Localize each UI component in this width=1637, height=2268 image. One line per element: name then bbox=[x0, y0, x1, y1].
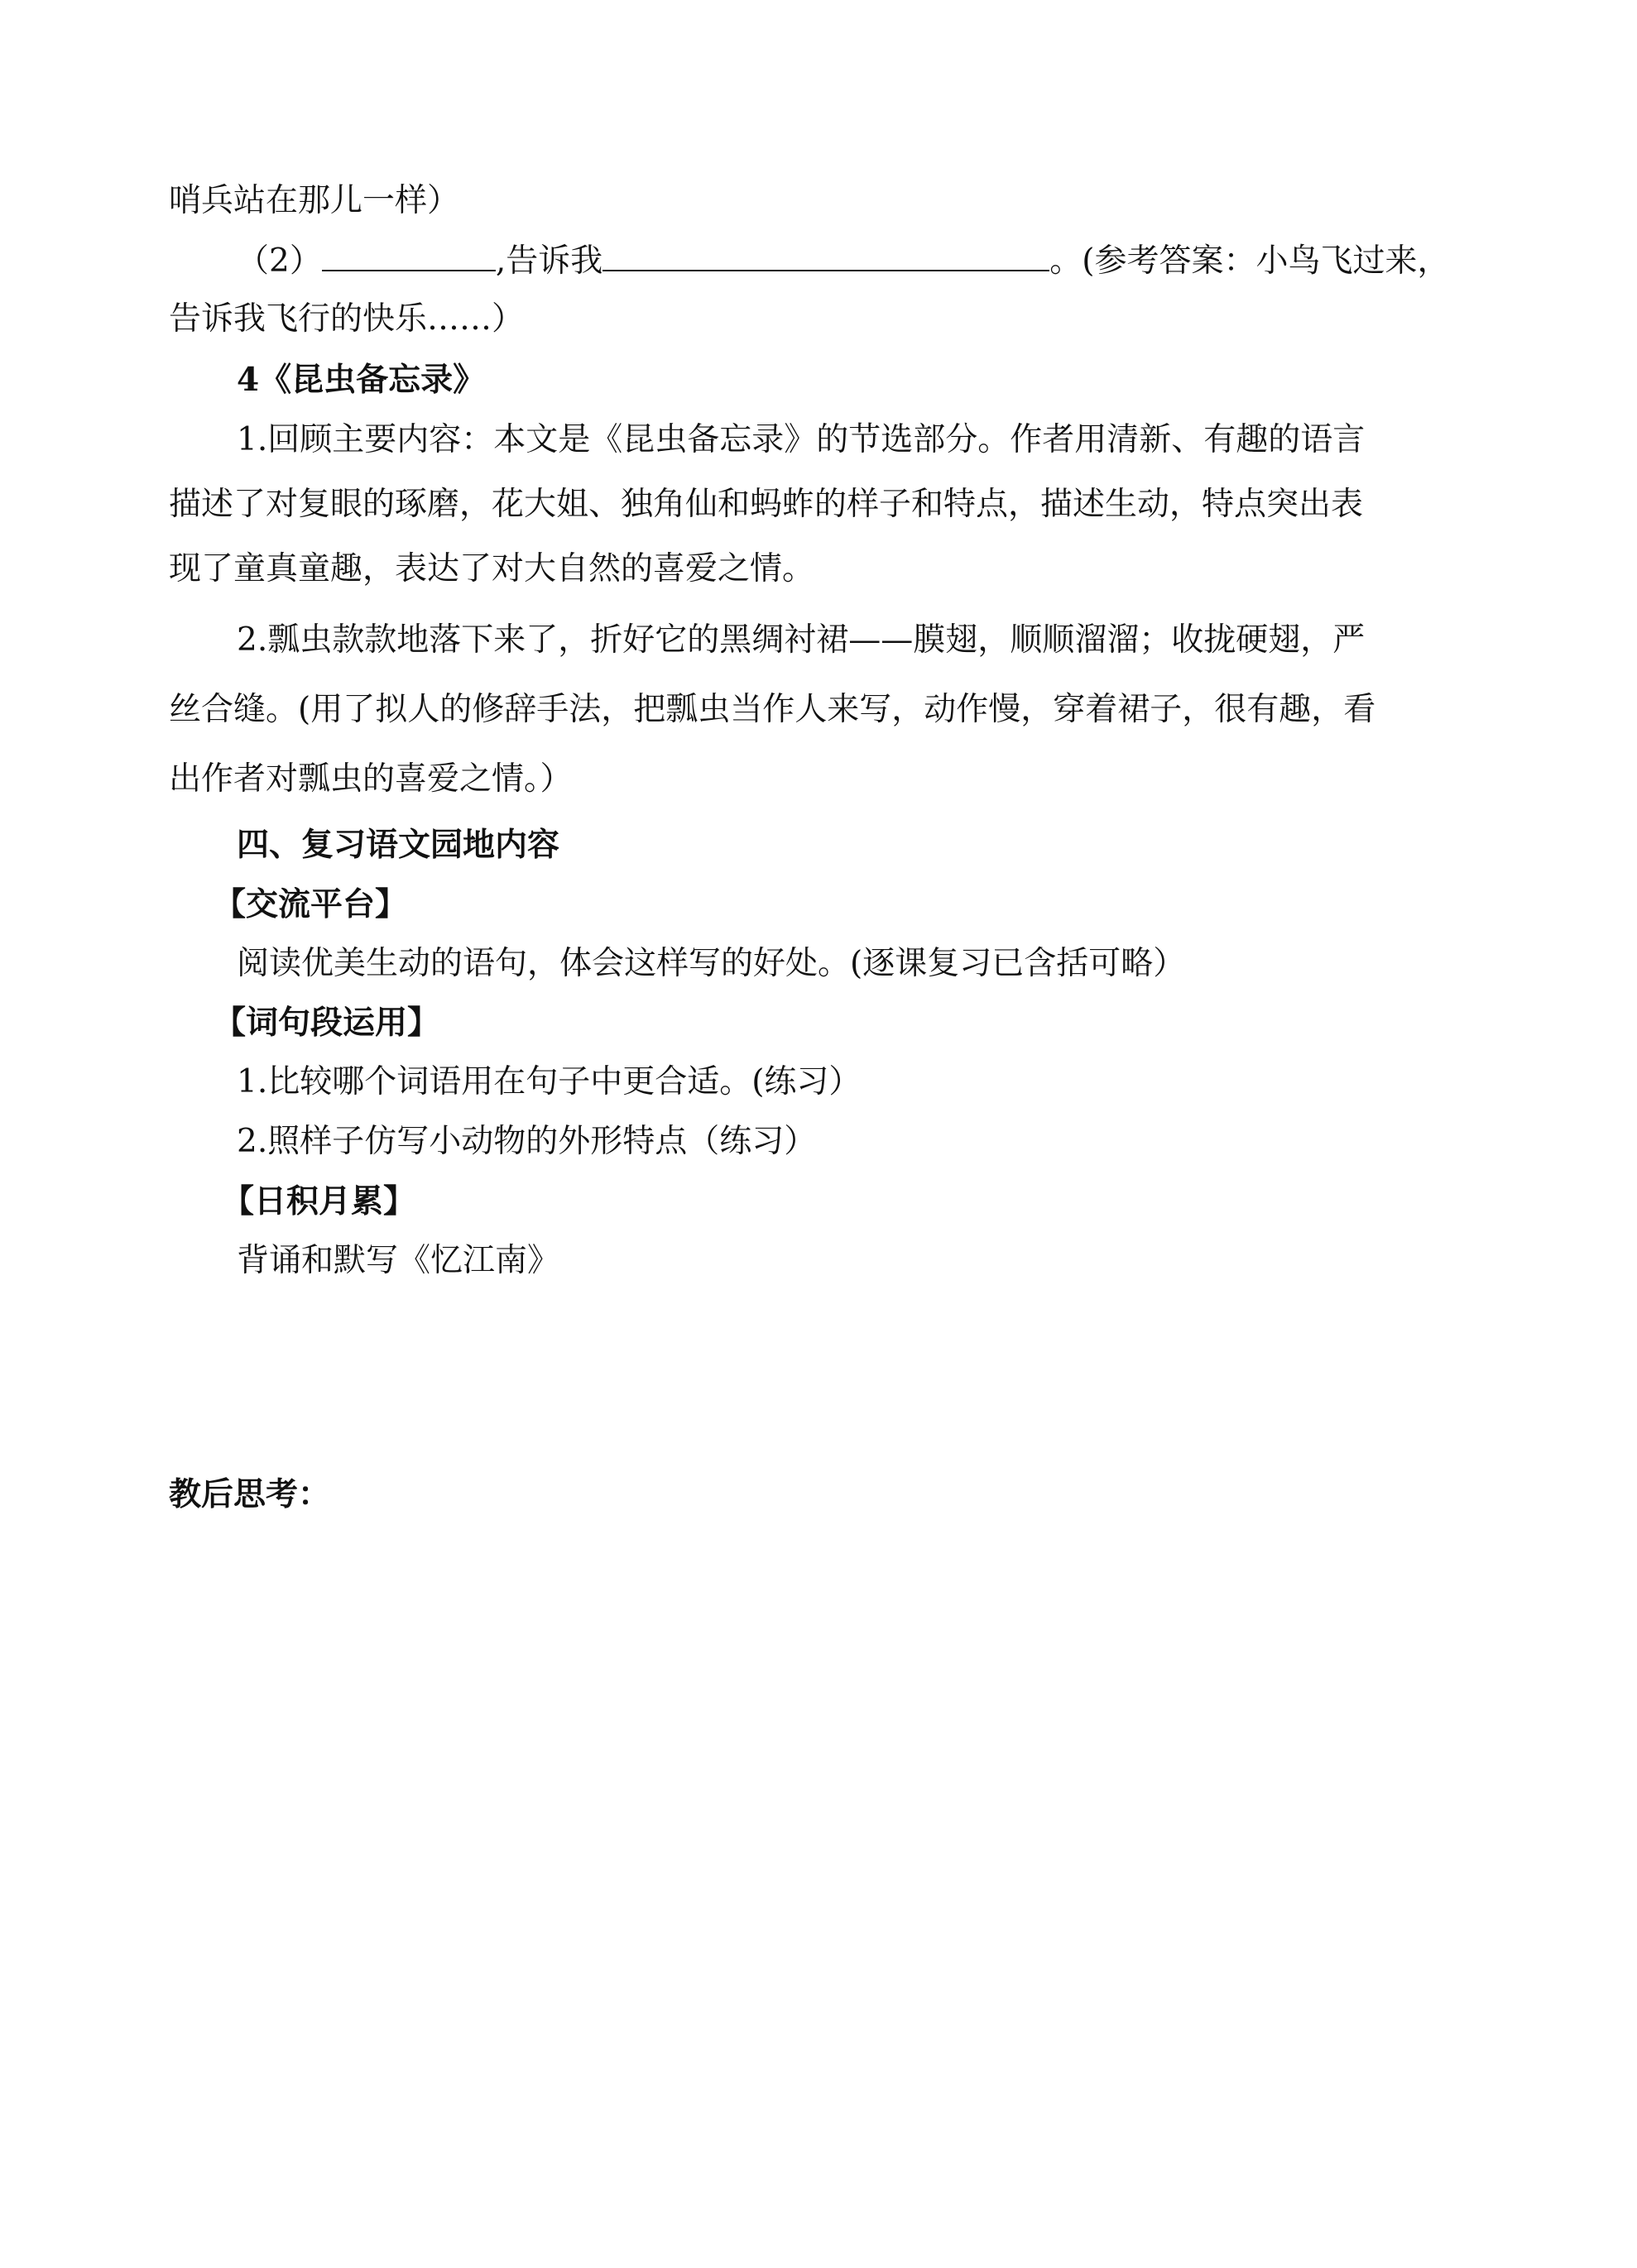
lesson-4-p2-line-2: 丝合缝。(用了拟人的修辞手法，把瓢虫当作人来写，动作慢，穿着裙子，很有趣，看 bbox=[169, 691, 1376, 728]
words-usage-item-2: 2.照样子仿写小动物的外形特点（练习） bbox=[237, 1123, 817, 1160]
words-usage-item-1: 1.比较哪个词语用在句子中更合适。(练习） bbox=[237, 1063, 862, 1100]
question-2-continuation: 告诉我飞行的快乐……） bbox=[169, 300, 525, 338]
lesson-4-p1-line-2: 描述了对复眼的琢磨，花大姐、独角仙和蚂蚱的样子和特点，描述生动，特点突出表 bbox=[169, 486, 1364, 523]
words-usage-heading: 【词句段运用】 bbox=[214, 1004, 440, 1042]
lesson-4-p2-line-1: 2.瓢虫款款地落下来了，折好它的黑绸衬裙——膜翅，顺顺溜溜；收拢硬翅，严 bbox=[237, 621, 1366, 659]
answer-blank-1[interactable] bbox=[322, 242, 496, 271]
lesson-4-title: 4《昆虫备忘录》 bbox=[237, 361, 486, 399]
continuation-line: 哨兵站在那儿一样） bbox=[169, 182, 460, 219]
exchange-platform-heading: 【交流平台】 bbox=[214, 885, 408, 923]
q2-after: 。(参考答案：小鸟飞过来， bbox=[1049, 242, 1450, 280]
question-2-line bbox=[237, 242, 1449, 281]
section-4-title: 四、复习语文园地内容 bbox=[237, 826, 560, 864]
lesson-4-p1-line-1: 1.回顾主要内容：本文是《昆虫备忘录》的节选部分。作者用清新、有趣的语言 bbox=[237, 421, 1366, 458]
teaching-reflection-label: 教后思考： bbox=[169, 1475, 331, 1513]
lesson-4-p2-line-3: 出作者对瓢虫的喜爱之情。） bbox=[169, 760, 573, 798]
q2-mid: ,告诉我 bbox=[495, 242, 603, 280]
daily-accumulation-heading: 【日积月累】 bbox=[222, 1182, 416, 1220]
q2-prefix: （2） bbox=[237, 242, 322, 280]
exchange-platform-text: 阅读优美生动的语句，体会这样写的好处。(逐课复习已含括可略） bbox=[237, 945, 1186, 982]
daily-accumulation-text: 背诵和默写《忆江南》 bbox=[237, 1242, 560, 1279]
answer-blank-2[interactable] bbox=[602, 242, 1049, 271]
lesson-4-p1-line-3: 现了童真童趣，表达了对大自然的喜爱之情。 bbox=[169, 550, 815, 587]
